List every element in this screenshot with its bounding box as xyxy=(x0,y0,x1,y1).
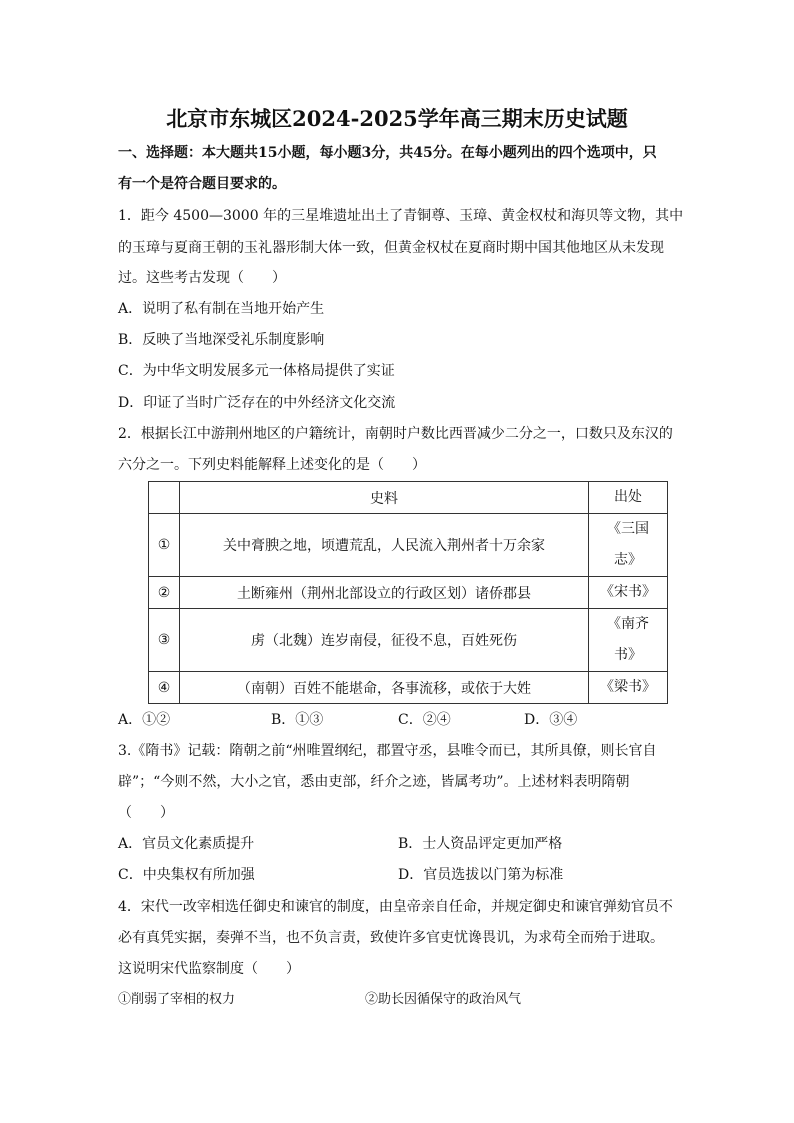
row-origin-line-1: 《南齐 xyxy=(607,616,649,632)
q3-option-c: C．中央集权有所加强 xyxy=(118,867,255,883)
q1-option-d: D．印证了当时广泛存在的中外经济文化交流 xyxy=(118,395,396,411)
q2-option-a: A．①② xyxy=(118,712,171,728)
source-table-header-row xyxy=(149,482,668,514)
source-table xyxy=(148,481,668,704)
q1-option-b: B．反映了当地深受礼乐制度影响 xyxy=(118,332,325,348)
row-source-text: 土断雍州（荆州北部设立的行政区划）诸侨郡县 xyxy=(180,577,589,609)
q3-stem-line-2: 辟”；“今则不然，大小之官，悉由吏部，纤介之迹，皆属考功”。上述材料表明隋朝 xyxy=(118,774,630,790)
section-instruction-line-1: 一、选择题：本大题共15小题，每小题3分，共45分。在每小题列出的四个选项中，只 xyxy=(118,145,657,161)
q1-stem-line-1: 1．距今 4500—3000 年的三星堆遗址出土了青铜尊、玉璋、黄金权杖和海贝等文物，其中 xyxy=(118,208,684,224)
q4-item-1: ①削弱了宰相的权力 xyxy=(118,992,236,1007)
q3-option-b: B．士人资品评定更加严格 xyxy=(398,836,563,852)
q1-stem-line-2: 的玉璋与夏商王朝的玉礼器形制大体一致，但黄金权杖在夏商时期中国其他地区从未发现 xyxy=(118,240,664,256)
table-row xyxy=(149,577,668,609)
section-instruction-line-2: 有一个是符合题目要求的。 xyxy=(118,176,286,192)
row-number: ① xyxy=(149,514,180,577)
row-origin xyxy=(589,514,668,577)
q3-option-d: D．官员选拔以门第为标准 xyxy=(398,867,564,883)
row-source-text: 关中膏腴之地，顷遭荒乱，人民流入荆州者十万余家 xyxy=(180,514,589,577)
row-origin: 《梁书》 xyxy=(589,672,668,704)
q2-stem-line-2: 六分之一。下列史料能解释上述变化的是（ ） xyxy=(118,457,426,473)
table-row xyxy=(149,514,668,577)
header-origin-cell: 出处 xyxy=(589,482,668,514)
row-source-text: （南朝）百姓不能堪命，各事流移，或依于大姓 xyxy=(180,672,589,704)
q4-stem-line-2: 必有真凭实据，奏弹不当，也不负言责，致使许多官吏忧谗畏讥，为求苟全而殆于进取。 xyxy=(118,930,664,946)
row-number: ④ xyxy=(149,672,180,704)
row-origin-line-2: 志》 xyxy=(614,552,642,568)
row-source-text: 虏（北魏）连岁南侵，征役不息，百姓死伤 xyxy=(180,609,589,672)
table-row xyxy=(149,609,668,672)
row-number: ③ xyxy=(149,609,180,672)
q2-option-b: B．①③ xyxy=(271,712,324,728)
row-number: ② xyxy=(149,577,180,609)
q2-option-d: D．③④ xyxy=(524,712,578,728)
row-origin: 《宋书》 xyxy=(589,577,668,609)
header-number-cell xyxy=(149,482,180,514)
q1-option-c: C．为中华文明发展多元一体格局提供了实证 xyxy=(118,363,395,379)
q3-stem-line-1: 3.《隋书》记载：隋朝之前“州唯置纲纪，郡置守丞，县唯令而已，其所具僚，则长官自 xyxy=(118,743,657,759)
table-row xyxy=(149,672,668,704)
q2-stem-line-1: 2．根据长江中游荆州地区的户籍统计，南朝时户数比西晋减少二分之一，口数只及东汉的 xyxy=(118,426,673,442)
q4-stem-line-1: 4．宋代一改宰相选任御史和谏官的制度，由皇帝亲自任命，并规定御史和谏官弹劾官员不 xyxy=(118,899,673,915)
header-source-cell: 史料 xyxy=(180,482,589,514)
row-origin-line-2: 书》 xyxy=(614,647,642,663)
row-origin-line-1: 《三国 xyxy=(607,521,649,537)
q3-stem-line-3: （ ） xyxy=(118,805,174,821)
row-origin xyxy=(589,609,668,672)
q2-option-c: C．②④ xyxy=(398,712,451,728)
q1-option-a: A．说明了私有制在当地开始产生 xyxy=(118,301,325,317)
q3-option-a: A．官员文化素质提升 xyxy=(118,836,255,852)
q4-stem-line-3: 这说明宋代监察制度（ ） xyxy=(118,961,300,977)
exam-title: 北京市东城区2024-2025学年高三期末历史试题 xyxy=(166,106,628,131)
q1-stem-line-3: 过。这些考古发现（ ） xyxy=(118,270,286,286)
q4-item-2: ②助长因循保守的政治风气 xyxy=(365,992,522,1007)
